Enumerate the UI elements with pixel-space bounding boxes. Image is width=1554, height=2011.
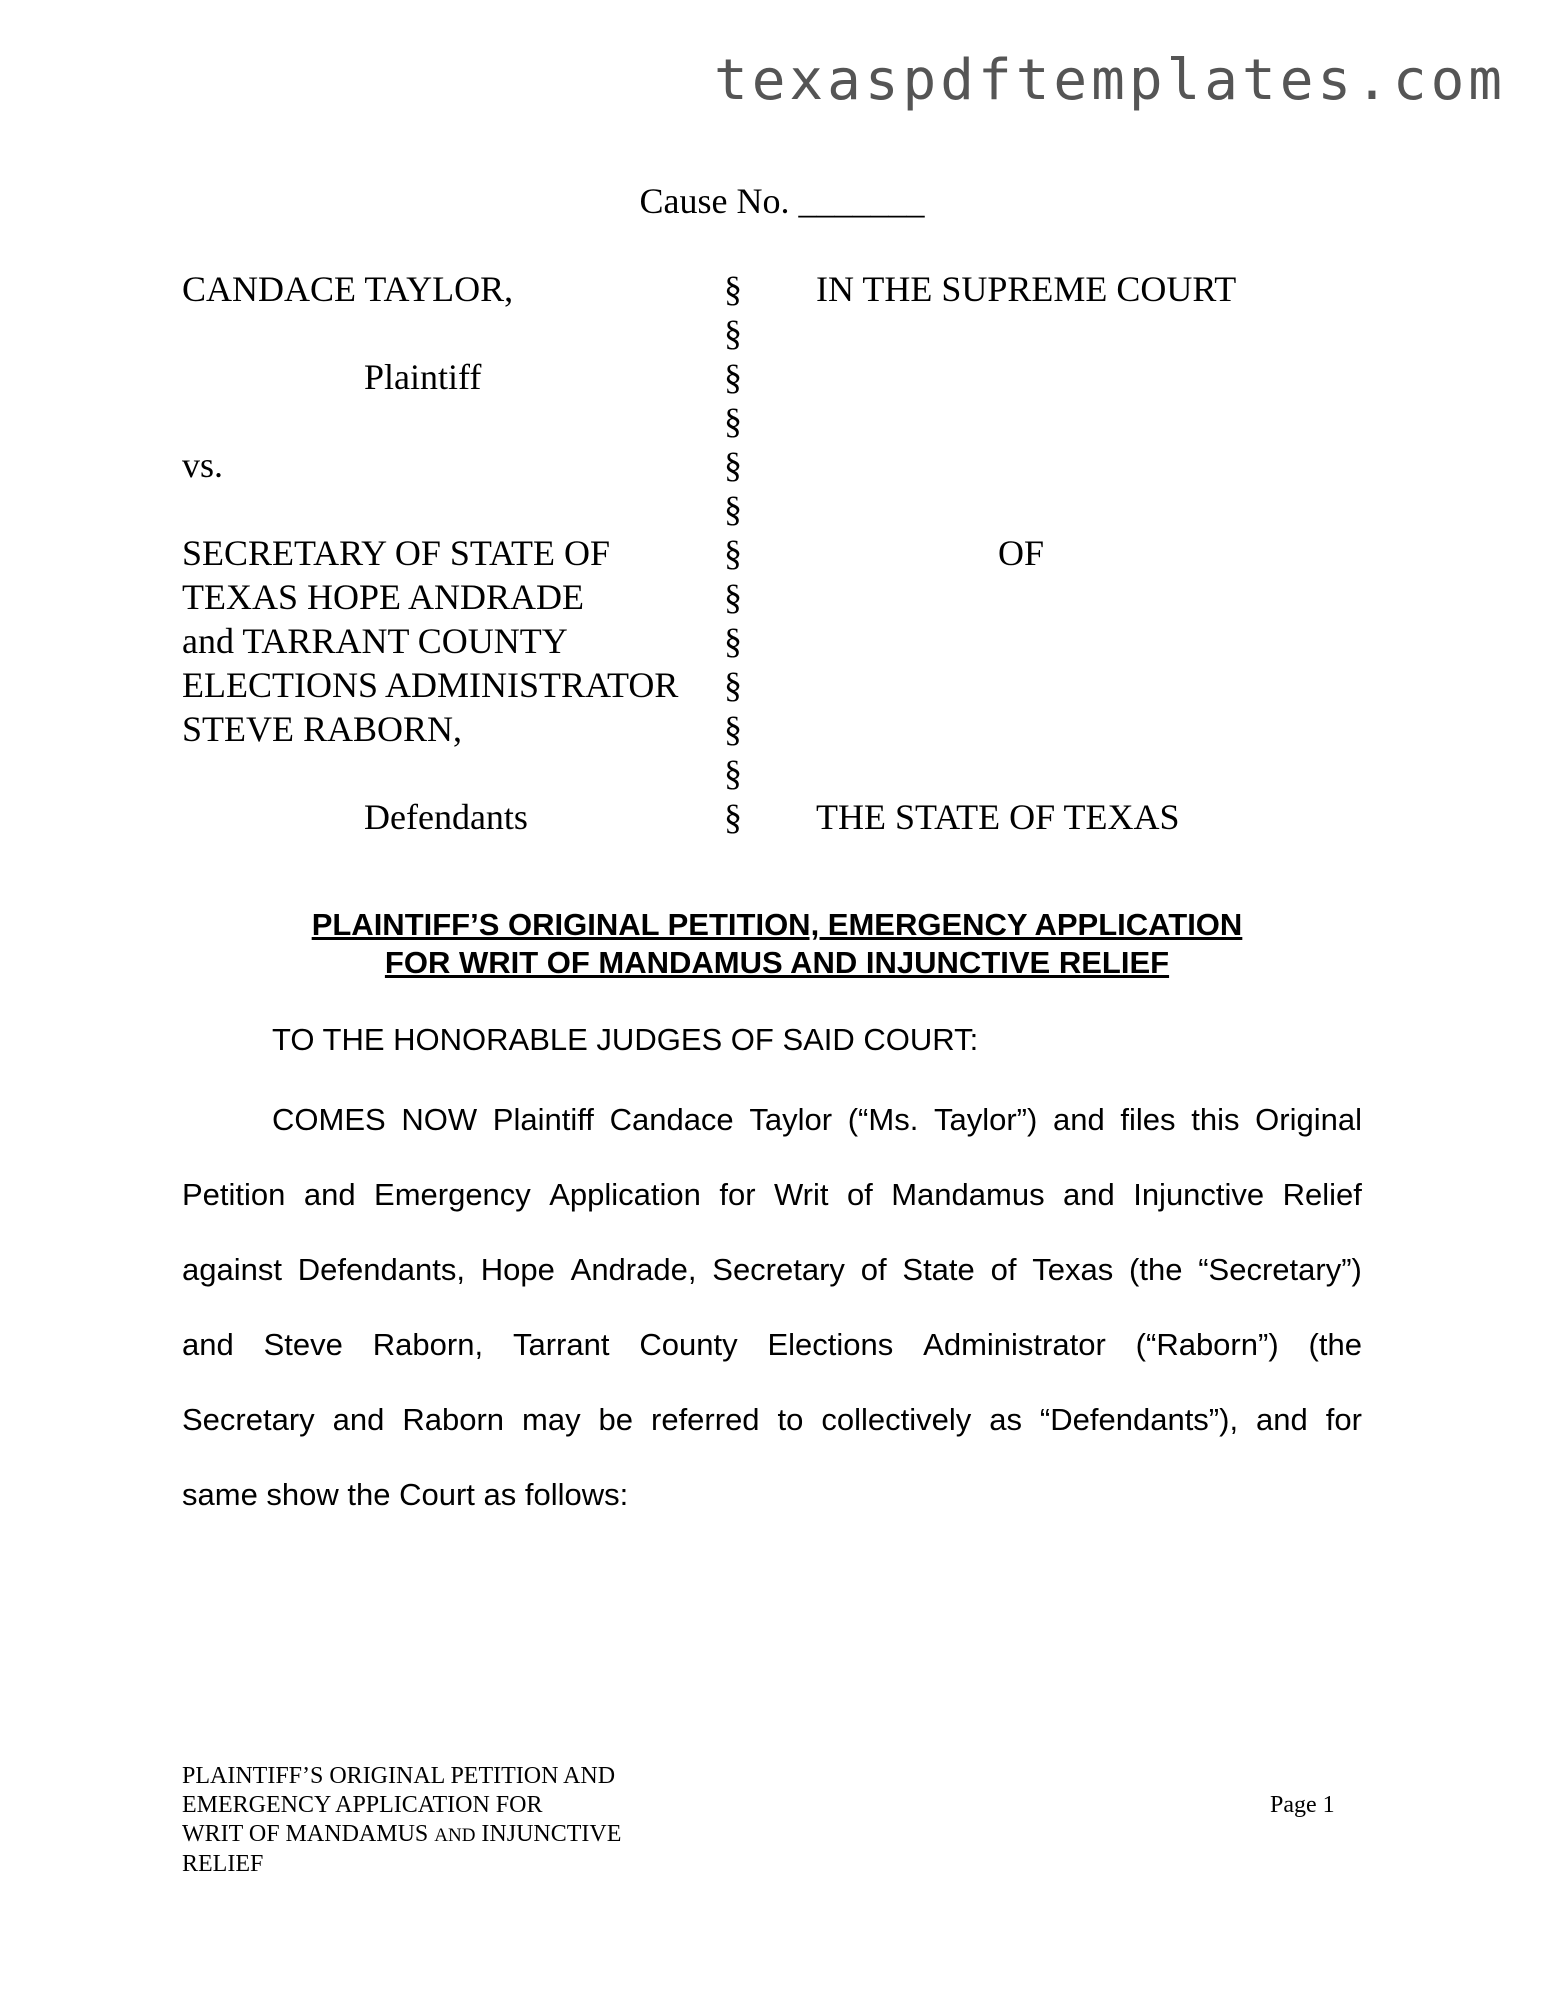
body-word: files [1120, 1102, 1176, 1137]
body-word: Taylor [749, 1102, 833, 1137]
section-symbol: § [724, 533, 742, 573]
body-word: Emergency [374, 1177, 531, 1212]
body-word: against [182, 1252, 282, 1287]
body-word: and [303, 1177, 356, 1212]
section-symbol: § [724, 577, 742, 617]
document-heading [0, 906, 1554, 982]
heading-line-2: FOR WRIT OF MANDAMUS AND INJUNCTIVE RELIEF [384, 945, 1170, 980]
body-word: of [846, 1177, 873, 1212]
body-word: Secretary [182, 1402, 315, 1437]
body-word: Andrade, [570, 1252, 697, 1287]
section-symbol: § [724, 621, 742, 661]
caption-party-text: Plaintiff [364, 357, 482, 397]
footer-text: WRIT OF MANDAMUS [182, 1821, 435, 1847]
body-word: Secretary [712, 1252, 845, 1287]
body-line [182, 1250, 1362, 1325]
body-line [182, 1100, 1362, 1175]
body-word: may [522, 1402, 581, 1437]
body-line [182, 1400, 1362, 1475]
body-word: Steve [263, 1327, 343, 1362]
body-word: this [1191, 1102, 1240, 1137]
body-word: Administrator [923, 1327, 1106, 1362]
body-word: of [990, 1252, 1017, 1287]
body-word: (“Ms. [847, 1102, 919, 1137]
footer-line: PLAINTIFF’S ORIGINAL PETITION AND [182, 1763, 616, 1789]
body-word: for [719, 1177, 756, 1212]
body-word: Original [1255, 1102, 1362, 1137]
footer-title [182, 1762, 621, 1879]
heading-line-1: PLAINTIFF’S ORIGINAL PETITION, EMERGENCY APPLICATION [311, 907, 1243, 942]
caption-party-text: Defendants [364, 797, 528, 837]
caption-party-text: TEXAS HOPE ANDRADE [182, 577, 585, 617]
body-word: (“Raborn”) [1135, 1327, 1279, 1362]
body-word: and [1053, 1102, 1105, 1137]
watermark: texaspdftemplates.com [713, 48, 1506, 113]
section-symbol: § [724, 489, 742, 529]
body-word: Petition [182, 1177, 286, 1212]
body-word: Writ [773, 1177, 829, 1212]
body-word: Application [549, 1177, 701, 1212]
footer-line [182, 1820, 621, 1850]
body-word: and [182, 1327, 234, 1362]
caption-party-text: vs. [182, 445, 224, 485]
footer-text-small-caps: AND [434, 1825, 476, 1846]
body-word: Tarrant [512, 1327, 610, 1362]
cause-number: Cause No. _______ [639, 181, 925, 221]
body-word: as [989, 1402, 1022, 1437]
body-word: Relief [1282, 1177, 1362, 1212]
section-symbol: § [724, 665, 742, 705]
body-word: (the [1308, 1327, 1362, 1362]
body-word: Elections [767, 1327, 894, 1362]
body-line [182, 1175, 1362, 1250]
body-word: Raborn [402, 1402, 505, 1437]
body-word: Defendants, [297, 1252, 465, 1287]
body-line [182, 1325, 1362, 1400]
section-symbol: § [724, 753, 742, 793]
body-word: Texas [1032, 1252, 1114, 1287]
body-word: to [777, 1402, 804, 1437]
footer-text: INJUNCTIVE [475, 1821, 622, 1847]
body-word: “Secretary”) [1198, 1252, 1362, 1287]
caption-party-text: CANDACE TAYLOR, [182, 269, 514, 309]
body-word: Plaintiff [492, 1102, 594, 1137]
caption-party-text: SECRETARY OF STATE OF [182, 533, 610, 573]
section-symbol: § [724, 445, 742, 485]
caption-party-text: ELECTIONS ADMINISTRATOR [182, 665, 679, 705]
body-word: NOW [401, 1102, 478, 1137]
body-word: Mandamus [891, 1177, 1045, 1212]
caption-party-text: and TARRANT COUNTY [182, 621, 568, 661]
footer-line: RELIEF [182, 1851, 264, 1877]
body-word: State [902, 1252, 975, 1287]
body-word: collectively [821, 1402, 972, 1437]
section-symbol: § [724, 401, 742, 441]
body-word: and [332, 1402, 385, 1437]
body-paragraph [182, 1100, 1362, 1550]
section-symbol: § [724, 269, 742, 309]
body-line: same show the Court as follows: [182, 1477, 629, 1512]
body-word: be [598, 1402, 634, 1437]
body-word: and [1063, 1177, 1115, 1212]
body-word: “Defendants”), [1039, 1402, 1239, 1437]
body-word: (the [1129, 1252, 1183, 1287]
footer-line: EMERGENCY APPLICATION FOR [182, 1792, 543, 1818]
body-word: referred [651, 1402, 760, 1437]
body-word: of [860, 1252, 887, 1287]
body-word: Injunctive [1133, 1177, 1265, 1212]
page-number: Page 1 [1270, 1792, 1335, 1818]
caption-court-text: IN THE SUPREME COURT [816, 269, 1237, 309]
salutation: TO THE HONORABLE JUDGES OF SAID COURT: [272, 1022, 979, 1057]
body-word: for [1325, 1402, 1362, 1437]
caption-party-text: STEVE RABORN, [182, 709, 463, 749]
section-symbol: § [724, 313, 742, 353]
section-symbol: § [724, 797, 742, 837]
body-word: Raborn, [372, 1327, 484, 1362]
section-symbol: § [724, 709, 742, 749]
body-word: Hope [480, 1252, 555, 1287]
body-word: and [1256, 1402, 1308, 1437]
body-word: Candace [609, 1102, 734, 1137]
body-word: COMES [272, 1102, 386, 1137]
body-word: Taylor”) [933, 1102, 1038, 1137]
body-word: County [639, 1327, 738, 1362]
caption-court-text: OF [998, 533, 1045, 573]
section-symbol: § [724, 357, 742, 397]
caption-court-text: THE STATE OF TEXAS [816, 797, 1180, 837]
